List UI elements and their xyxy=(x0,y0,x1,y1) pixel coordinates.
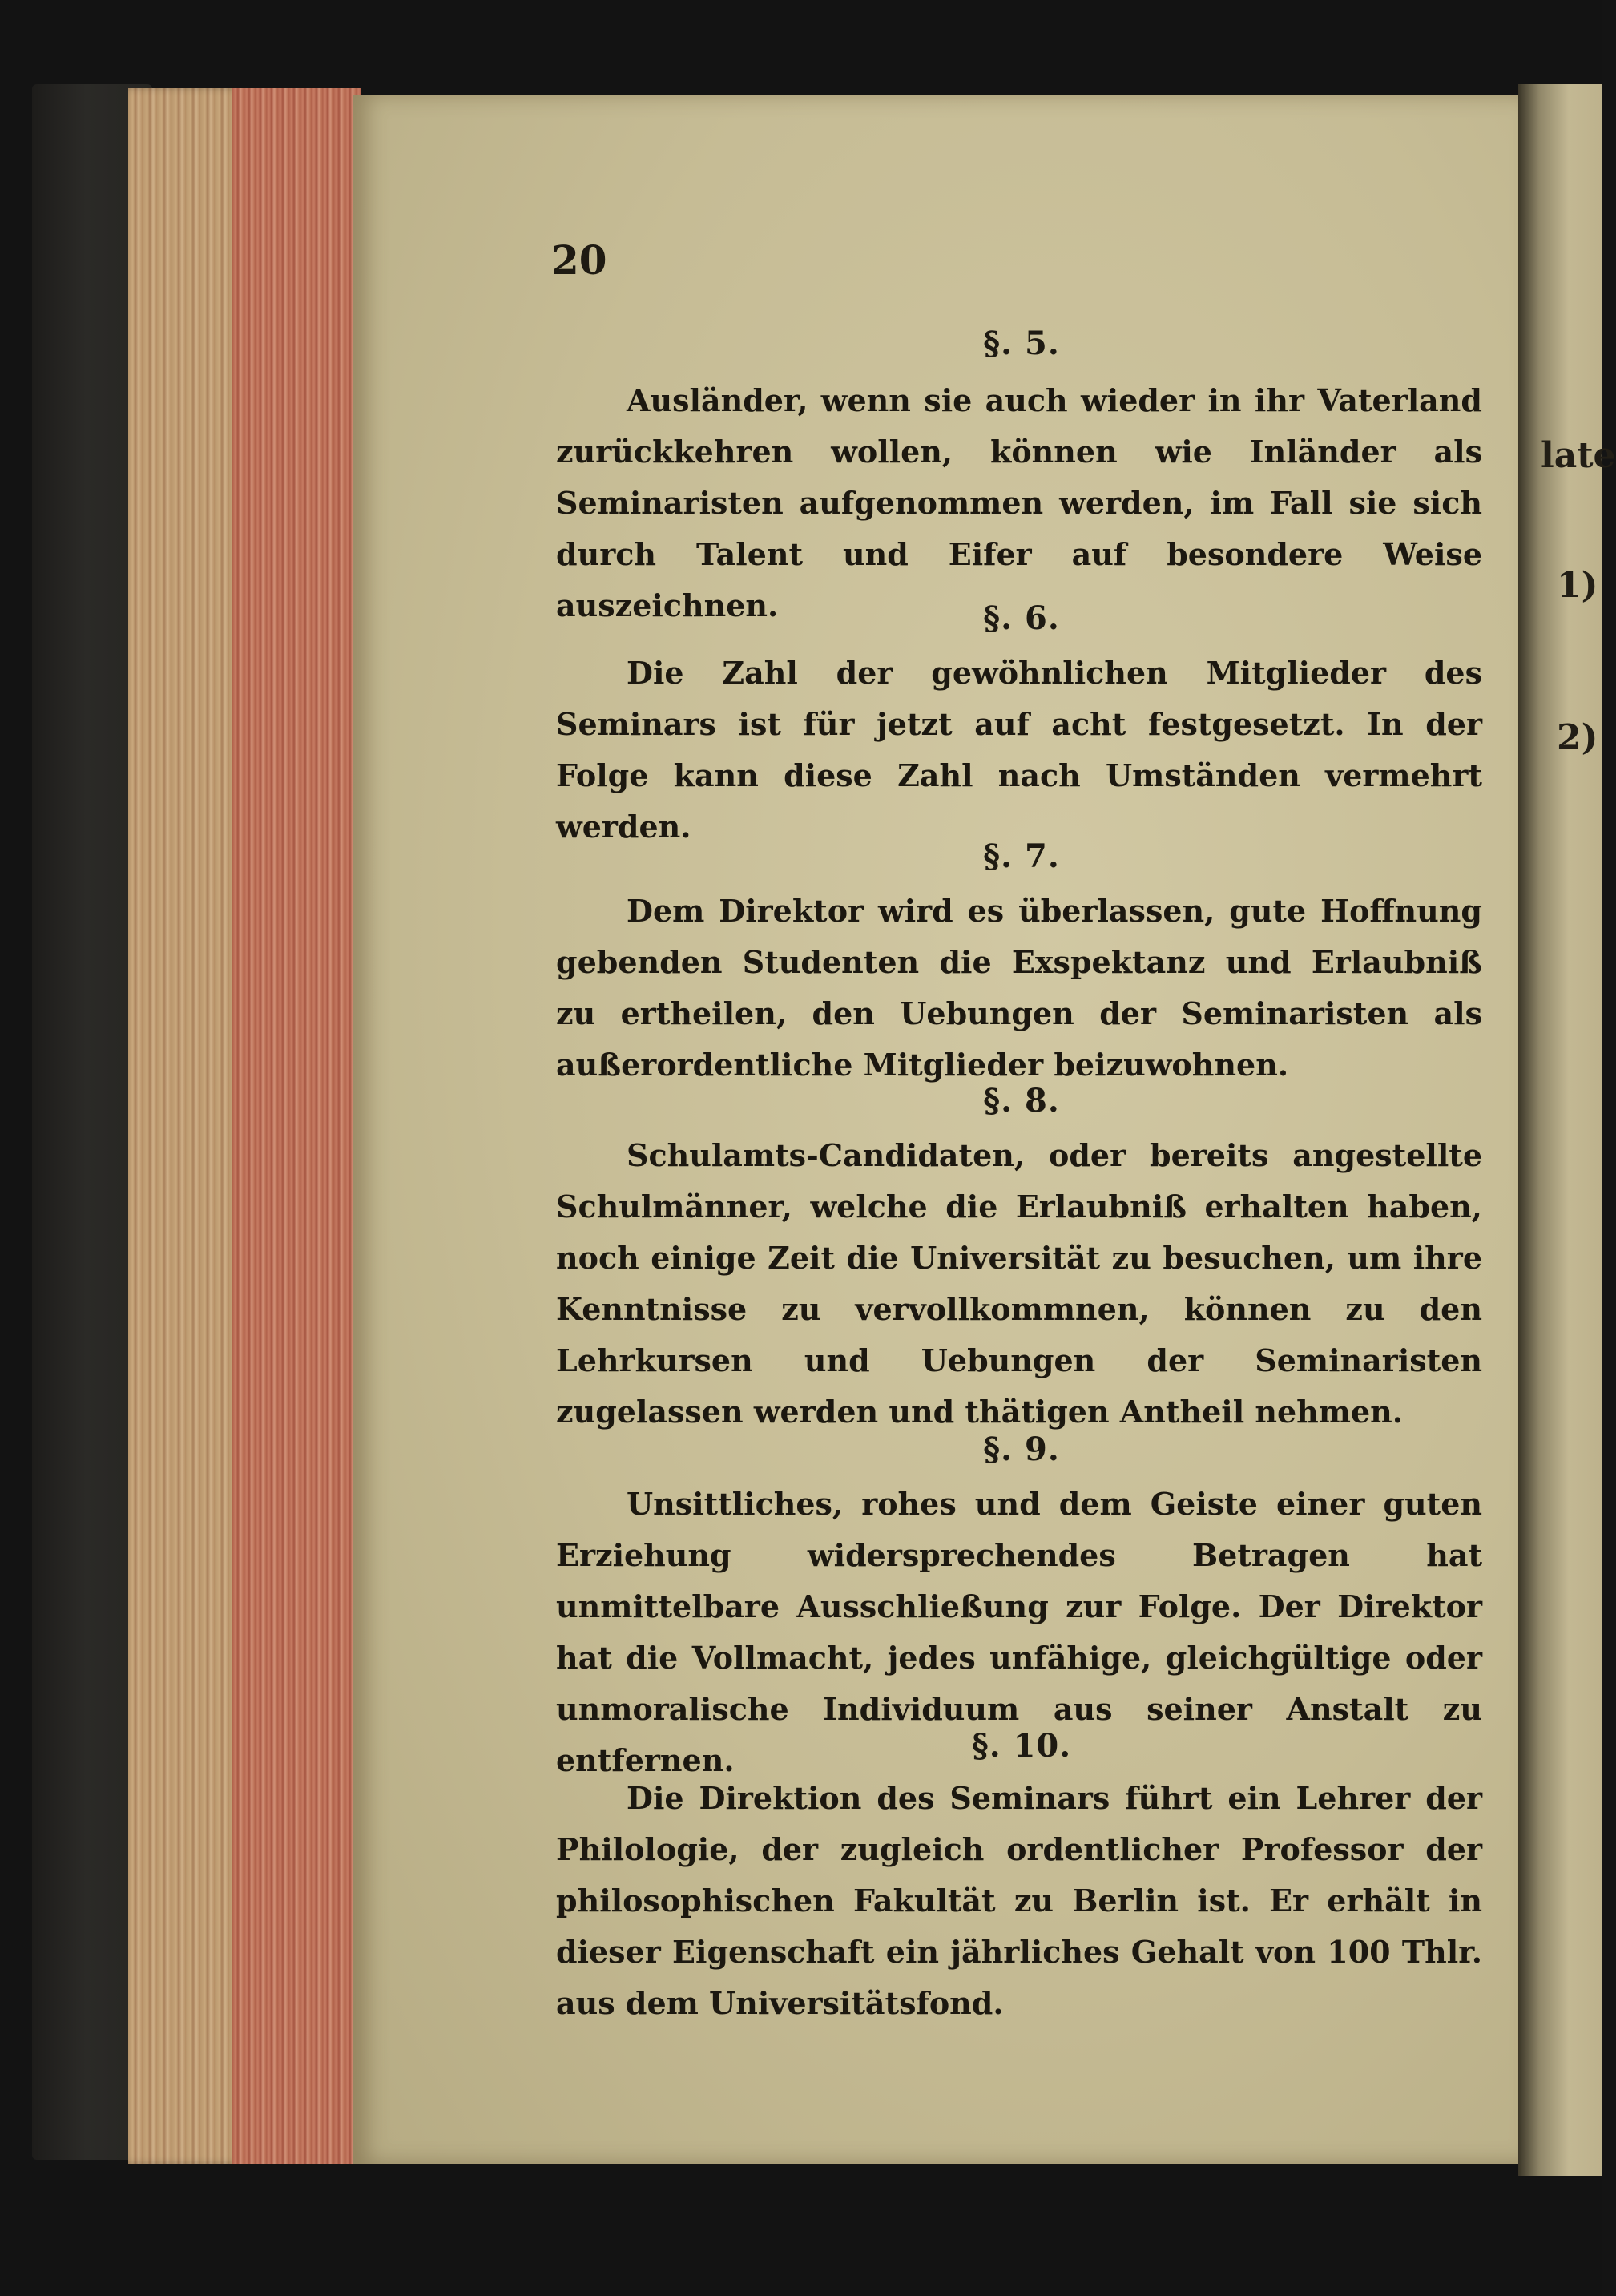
page-edges xyxy=(128,88,361,2164)
section-paragraph: Schulamts-Candidaten, oder bereits angestellte Schulmänner, welche die Erlaubniß erhalten haben, noch einige Zeit die Universität zu besuchen, um ihre Kenntnisse zu vervollkommnen, können zu den Lehrkursen und Uebungen der Seminaristen zugelassen werden und thätigen Antheil nehmen. xyxy=(556,1137,1482,1430)
section-heading: §. 10. xyxy=(971,1727,1072,1765)
page-number: 20 xyxy=(551,236,607,284)
next-page-strip xyxy=(1518,84,1616,2176)
section-paragraph: Die Zahl der gewöhnlichen Mitglieder des Seminars ist für jetzt auf acht festgesetzt. In der Folge kann diese Zahl nach Umständen vermehrt werden. xyxy=(556,655,1482,845)
next-page-fragment: late xyxy=(1541,435,1616,476)
section-paragraph: Unsittliches, rohes und dem Geiste einer guten Erziehung widersprechendes Betragen hat unmittelbare Ausschließung zur Folge. Der Direktor hat die Vollmacht, jedes unfähige, gleichgültige oder unmoralische Individuum aus seiner Anstalt zu entfernen. xyxy=(556,1486,1482,1778)
section-paragraph: Dem Direktor wird es überlassen, gute Hoffnung gebenden Studenten die Exspektanz und Erlaubniß zu ertheilen, den Uebungen der Seminaristen als außerordentliche Mitglieder beizuwohnen. xyxy=(556,893,1482,1083)
red-page-edges xyxy=(232,88,361,2164)
section-heading: §. 9. xyxy=(983,1430,1060,1468)
section-paragraph: Die Direktion des Seminars führt ein Lehrer der Philologie, der zugleich ordentlicher Professor der philosophischen Fakultät zu Berlin ist. Er erhält in dieser Eigenschaft ein jährliches Gehalt von 100 Thlr. aus dem Universitätsfond. xyxy=(556,1780,1482,2021)
section-paragraph: Ausländer, wenn sie auch wieder in ihr Vaterland zurückkehren wollen, können wie Inländer als Seminaristen aufgenommen werden, im Fall sie sich durch Talent und Eifer auf besondere Weise auszeichnen. xyxy=(556,382,1482,623)
section-heading: §. 6. xyxy=(983,599,1060,637)
section-heading: §. 5. xyxy=(983,325,1060,362)
section-heading: §. 8. xyxy=(983,1082,1060,1120)
next-page-fragment: 2) xyxy=(1557,717,1598,758)
next-page-fragment: 1) xyxy=(1557,565,1598,606)
section-heading: §. 7. xyxy=(983,837,1060,875)
